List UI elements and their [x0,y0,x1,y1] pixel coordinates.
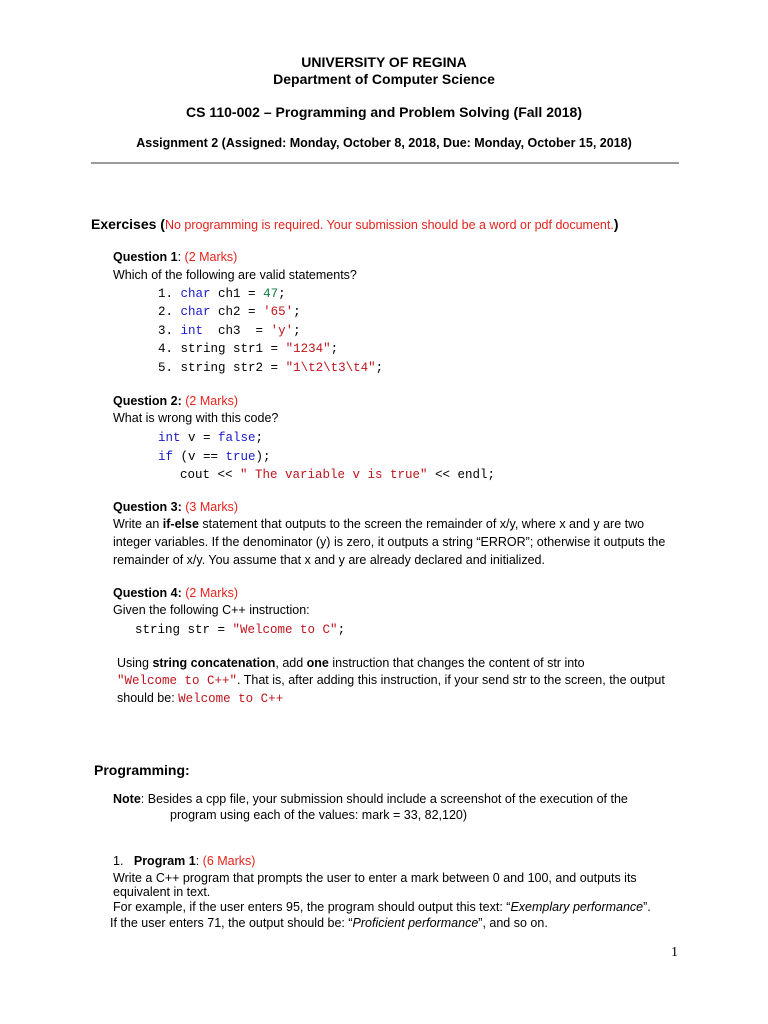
q1-prompt: Which of the following are valid statements? [113,268,357,282]
exercises-heading [91,216,618,232]
q3-line: remainder of x/y. You assume that x and y are already declared and initialized. [113,553,545,567]
exercises-note: No programming is required. Your submission should be a word or pdf document. [164,218,614,232]
page-number: 1 [671,945,678,960]
q3-line: Write an if-else statement that outputs to the screen the remainder of x/y, where x and y are two [113,517,645,531]
q2-prompt: What is wrong with this code? [113,411,279,425]
exercises-close: ) [613,216,619,232]
q2-code-line: int v = false; [158,431,264,445]
q2-code-line: if (v == true); [158,450,271,464]
q1-item: 3. int ch3 = 'y'; [158,324,301,338]
q1-marks: (2 Marks) [184,250,238,264]
q3-marks: (3 Marks) [185,500,239,514]
programming-note-line: Note: Besides a cpp file, your submission should include a screenshot of the execution of the [113,792,628,806]
q4-header [113,586,238,600]
program1-label: Program 1 [133,854,196,868]
program1-marks: (6 Marks) [202,854,256,868]
program1-header: 1. Program 1: (6 Marks) [113,854,256,868]
q2-marks: (2 Marks) [185,394,239,408]
q1-header [113,250,237,264]
q1-item: 1. char ch1 = 47; [158,287,286,301]
q1-label: Question 1 [113,250,178,264]
q3-header [113,500,238,514]
header-divider [91,162,679,164]
program1-line: For example, if the user enters 95, the program should output this text: “Exemplary performance”. [113,900,651,914]
q4-marks: (2 Marks) [185,586,239,600]
programming-heading: Programming: [94,762,190,778]
q2-label: Question 2: [113,394,182,408]
program1-line: If the user enters 71, the output should be: “Proficient performance”, and so on. [110,916,548,930]
q1-sep: : [177,250,185,264]
q1-item: 5. string str2 = "1\t2\t3\t4"; [158,361,384,375]
q4-code-line: string str = "Welcome to C"; [135,623,346,637]
q4-para-line: "Welcome to C++". That is, after adding this instruction, if your send str to the screen, the output [117,673,665,688]
department-title: Department of Computer Science [273,71,495,87]
q2-header [113,394,238,408]
q4-para-line: should be: Welcome to C++ [117,691,284,706]
program1-line: Write a C++ program that prompts the user to enter a mark between 0 and 100, and outputs its [113,871,637,885]
course-title: CS 110-002 – Programming and Problem Solving (Fall 2018) [185,104,583,120]
q3-line: integer variables. If the denominator (y) is zero, it outputs a string “ERROR”; otherwise it outputs the [113,535,666,549]
q3-label: Question 3: [113,500,182,514]
university-title: UNIVERSITY OF REGINA [301,54,467,70]
q2-code-line: cout << " The variable v is true" << endl; [180,468,496,482]
q1-item: 2. char ch2 = '65'; [158,305,301,319]
q4-label: Question 4: [113,586,182,600]
q4-prompt: Given the following C++ instruction: [113,603,310,617]
programming-note-line: program using each of the values: mark = 33, 82,120) [170,808,468,822]
program1-number: 1. [113,854,124,868]
q1-item: 4. string str1 = "1234"; [158,342,339,356]
q4-para-line: Using string concatenation, add one instruction that changes the content of str into [117,656,585,670]
assignment-dates: Assignment 2 (Assigned: Monday, October 8, 2018, Due: Monday, October 15, 2018) [136,136,632,150]
program1-line: equivalent in text. [113,885,211,899]
exercises-title: Exercises ( [91,216,165,232]
